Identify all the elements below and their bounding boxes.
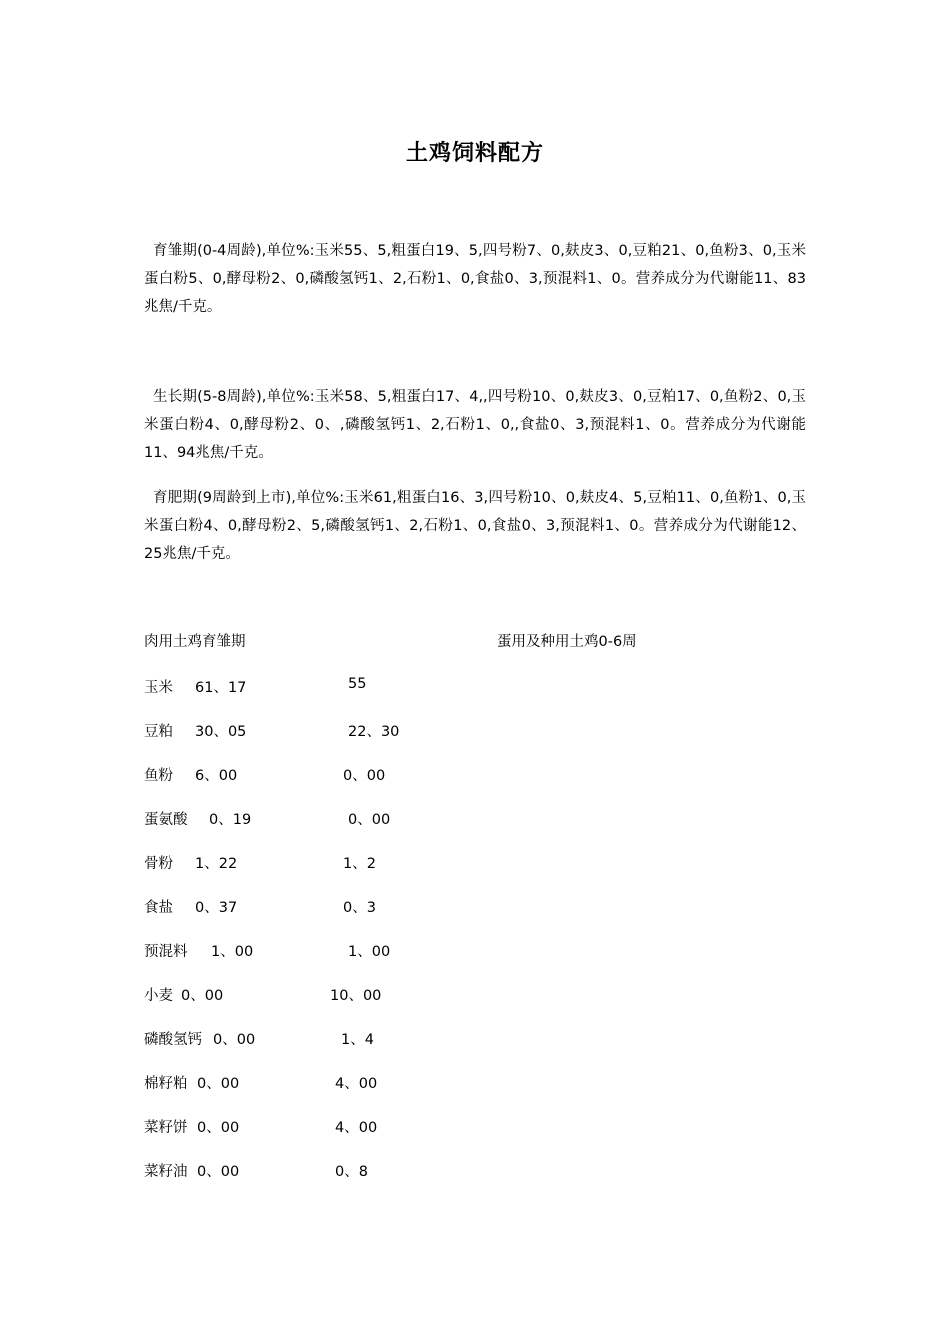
table-heading-meat: 肉用土鸡育雏期 xyxy=(144,634,246,650)
egg-value: 55 xyxy=(348,676,367,692)
ingredient-name: 预混料 xyxy=(144,944,188,960)
table-row xyxy=(0,676,950,706)
egg-value: 4、00 xyxy=(335,1120,378,1136)
paragraph-brooding: 育雏期(0-4周龄),单位%:玉米55、5,粗蛋白19、5,四号粉7、0,麸皮3、0,豆粕21、0,鱼粉3、0,玉米蛋白粉5、0,酵母粉2、0,磷酸氢钙1、2,石粉1、0,食盐0、3,预混料1、0。营养成分为代谢能11、83兆焦/千克。 xyxy=(144,243,806,315)
table-heading-egg: 蛋用及种用土鸡0-6周 xyxy=(497,634,637,650)
table-row xyxy=(0,1072,950,1102)
table-row xyxy=(0,1116,950,1146)
ingredient-name: 蛋氨酸 xyxy=(144,812,188,828)
ingredient-name: 豆粕 xyxy=(144,724,173,740)
table-row xyxy=(0,720,950,750)
ingredient-name: 小麦 xyxy=(144,988,173,1004)
paragraph-fattening: 育肥期(9周龄到上市),单位%:玉米61,粗蛋白16、3,四号粉10、0,麸皮4、5,豆粕11、0,鱼粉1、0,玉米蛋白粉4、0,酵母粉2、5,磷酸氢钙1、2,石粉1、0,食盐0、3,预混料1、0。营养成分为代谢能12、25兆焦/千克。 xyxy=(144,490,806,562)
ingredient-name: 菜籽油 xyxy=(144,1164,188,1180)
table-row xyxy=(0,808,950,838)
ingredient-name: 鱼粉 xyxy=(144,768,173,784)
table-row xyxy=(0,896,950,926)
egg-value: 0、00 xyxy=(343,768,386,784)
meat-value: 0、00 xyxy=(197,1076,240,1092)
ingredient-name: 磷酸氢钙 xyxy=(144,1032,202,1048)
meat-value: 0、00 xyxy=(197,1120,240,1136)
table-row xyxy=(0,1160,950,1190)
egg-value: 1、00 xyxy=(348,944,391,960)
page-title: 土鸡饲料配方 xyxy=(405,141,544,166)
egg-value: 1、4 xyxy=(341,1032,374,1048)
meat-value: 0、37 xyxy=(195,900,238,916)
meat-value: 61、17 xyxy=(195,680,247,696)
meat-value: 0、00 xyxy=(197,1164,240,1180)
meat-value: 0、19 xyxy=(209,812,252,828)
ingredient-name: 食盐 xyxy=(144,900,173,916)
table-row xyxy=(0,1028,950,1058)
meat-value: 0、00 xyxy=(213,1032,256,1048)
meat-value: 1、22 xyxy=(195,856,238,872)
ingredient-name: 玉米 xyxy=(144,680,173,696)
meat-value: 1、00 xyxy=(211,944,254,960)
table-row xyxy=(0,764,950,794)
table-row xyxy=(0,984,950,1014)
egg-value: 1、2 xyxy=(343,856,376,872)
egg-value: 10、00 xyxy=(330,988,382,1004)
egg-value: 0、8 xyxy=(335,1164,368,1180)
ingredient-name: 棉籽粕 xyxy=(144,1076,188,1092)
egg-value: 22、30 xyxy=(348,724,400,740)
ingredient-name: 骨粉 xyxy=(144,856,173,872)
meat-value: 6、00 xyxy=(195,768,238,784)
egg-value: 0、00 xyxy=(348,812,391,828)
meat-value: 0、00 xyxy=(181,988,224,1004)
paragraph-growing: 生长期(5-8周龄),单位%:玉米58、5,粗蛋白17、4,,四号粉10、0,麸皮3、0,豆粕17、0,鱼粉2、0,玉米蛋白粉4、0,酵母粉2、0、,磷酸氢钙1、2,石粉1、0,,食盐0、3,预混料1、0。营养成分为代谢能11、94兆焦/千克。 xyxy=(144,389,806,461)
egg-value: 4、00 xyxy=(335,1076,378,1092)
egg-value: 0、3 xyxy=(343,900,376,916)
table-row xyxy=(0,852,950,882)
meat-value: 30、05 xyxy=(195,724,247,740)
table-row xyxy=(0,940,950,970)
ingredient-name: 菜籽饼 xyxy=(144,1120,188,1136)
